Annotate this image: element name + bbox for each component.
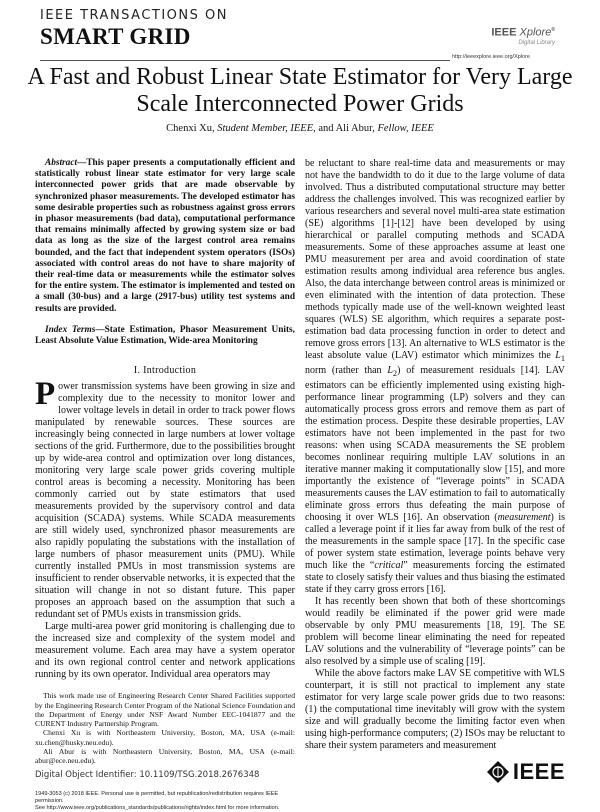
abstract-text: —This paper presents a computationally efficient and statistically robust linear state estimator for very large scale interconnected power grids that are made observable by synchronized phasor measurements. The developed estimator has some desirable properties such as robustness against gross errors in phasor measurements (bad data), computational performance that remains minimally affected by growing system size or bad data as long as the size of the largest control area remains bounded, and the fact that independent system operators (ISOs) associated with control areas do not have to share majority of their real-time data or measurements while the estimator solves for the entire system. The estimator is implemented and tested on a small (30-bus) and a large (2917-bus) utility test systems and results are provided. [35, 158, 295, 314]
right-column [305, 158, 565, 784]
ieee-diamond-icon [487, 761, 509, 783]
l2-sub: 2 [392, 369, 398, 378]
p2-cont-text: be reluctant to share real-time data and measurements or may not have the bandwidth to do it due to the large volume of data involved. Thus a distributed computational structure may better address the challenges involved. This was recognized earlier by various researchers and several novel multi-area state estimation (SE) algorithms [1]-[12] have been developed by using hierarchical or parallel computing methods and SCADA measurements. Some of these approaches assume at least one PMU measurement per area and avoid coordination of state estimation results among individual area reference bus angles. Also, the data interchange between control areas is minimized or even eliminated with the intention of data protection. These methods typically made use of the well-known weighted least squares (WLS) SE algorithm, which requires a separate post-estimation bad data processing function in order to detect and remove gross errors [13]. An alternative to WLS estimator is the least absolute value (LAV) estimator which minimizes the [305, 158, 565, 361]
ieee-wordmark: IEEE [512, 759, 565, 784]
author-2-role: Fellow, IEEE [377, 123, 434, 134]
index-terms [35, 325, 295, 347]
index-terms-label: Index Terms [45, 324, 96, 335]
left-column [35, 158, 295, 812]
author-1-role: Student Member, IEEE [217, 123, 314, 134]
body-columns [35, 158, 565, 812]
p2-cont2-text: ) of measurement residuals [14]. LAV estimators can be efficiently implemented using existing high-performance linear programming (LP) solvers and they can automatically process gross errors and remove them as part of the estimation process. Despite these desirable properties, LAV estimators have not been implemented in the past for two reasons: when using SCADA measurements the SE problem becomes nonlinear requiring multiple LAV solutions in an iterative manner making it computationally slow [15], and more importantly the existence of “leverage points” in SCADA measurements causes the LAV estimation to fail to automatically eliminate gross errors thus defeating the main purpose of choosing it over WLS [16]. An observation ( [305, 365, 565, 523]
footnote-author-2: Ali Abur is with Northeastern University, Boston, MA, USA (e-mail: abur@ece.neu.edu). [35, 747, 295, 766]
p2-cont3-text: ) is called a leverage point if it lies far away from bulk of the rest of the measurements in the sample space [17]. In the specific case of power system state estimation, leverage points behave very much like the “ [305, 512, 565, 571]
critical-italic: critical [374, 560, 404, 571]
intro-paragraph-1 [35, 376, 295, 621]
author-line [20, 122, 580, 135]
norm-text: norm (rather than [305, 365, 388, 376]
copyright-notice [35, 791, 295, 812]
footnote-author-1: Chenxi Xu is with Northeastern University, Boston, MA, USA (e-mail: xu.chen@husky.neu.edu). [35, 728, 295, 747]
l1-sub: 1 [560, 354, 565, 363]
footnotes [35, 691, 295, 765]
intro-paragraph-2: Large multi-area power grid monitoring is challenging due to the increased size and complexity of the system model and measurement volume. Each area may have a system operator and its own regional control center and network applications running by its own operator. Individual area operators may [35, 621, 295, 681]
abstract [35, 158, 295, 315]
l2-symbol: L [387, 365, 393, 376]
intro-paragraph-4: While the above factors make LAV SE competitive with WLS counterpart, it is still not practical to implement any state estimator for very large scale power grids due to two reasons: (1) the computational time inevitably will grow with the system size and will gradually become the limiting factor even when using high-performance computers; (2) ISOs may be reluctant to share their system parameters and measurement [305, 668, 565, 751]
section-heading-introduction: I. Introduction [133, 365, 197, 377]
journal-name-line1: IEEE TRANSACTIONS ON [40, 8, 228, 23]
ieee-xplore-logo: IEEE Xplore® Digital Library [455, 24, 555, 47]
author-1: Chenxi Xu, [166, 123, 215, 134]
l1-symbol: L [555, 350, 561, 361]
xplore-brand: IEEE [491, 26, 517, 39]
p2-cont4-text: ” measurements forcing the estimated state to closely satisfy their values and thus biasing the estimated state if they carry gross errors [16]. [305, 560, 565, 595]
doi: Digital Object Identifier: 10.1109/TSG.2018.2676348 [35, 769, 260, 780]
copyright-line-2: See http://www.ieee.org/publications_standards/publications/rights/index.html for more information. [35, 804, 280, 811]
copyright-line-1: 1949-3053 (c) 2018 IEEE. Personal use is permitted, but republication/redistribution requires IEEE permission. [35, 790, 279, 804]
paper-title: A Fast and Robust Linear State Estimator for Very Large Scale Interconnected Power Grids [27, 64, 573, 117]
journal-name-line2: SMART GRID [40, 24, 191, 49]
intro-p1-text: ower transmission systems have been growing in size and complexity due to the necessity to monitor lower and lower voltage levels in detail in order to track power flows manipulated by renewable sources. These sources are increasingly being connected in large numbers at lower voltage sections of the grid. Furthermore, due to the possibilities brought up by wide-area control and optimization over long distances, monitoring very large scale power grids covering multiple control areas is becoming a necessity. Monitoring has been commonly carried out by state estimators that used measurements provided by the supervisory control and data acquisition (SCADA) systems. While SCADA measurements are still widely used, synchronized phasor measurements are also rapidly populating the substations with the installation of large numbers of phasor measurement units (PMU). While currently installed PMUs in most transmission systems are insufficient to render observable networks, it is expected that the situation will change in not so distant future. This paper proposes an approach based on the assumption that such a redundant set of PMUs exists in transmission grids. [35, 381, 295, 621]
ieee-logo [305, 760, 565, 784]
index-terms-text: —State Estimation, Phasor Measurement Units, Least Absolute Value Estimation, Wide-area Monitoring [35, 324, 295, 347]
xplore-subtitle: Digital Library [518, 39, 555, 46]
author-and: , and Ali Abur, [313, 123, 375, 134]
footnote-funding: This work made use of Engineering Research Center Shared Facilities supported by the Engineering Research Center Program of the National Science Foundation and the Department of Energy under NSF Award Number EEC-1041877 and the CURENT Industry Partnership Program. [35, 691, 296, 729]
header-rule [40, 60, 450, 61]
drop-cap: P [35, 376, 56, 413]
intro-paragraph-2-continued [305, 158, 565, 596]
intro-paragraph-3: It has recently been shown that both of these shortcomings would readily be eliminated if the power grid were made observable by only PMU measurements [18, 19]. The SE problem will become linear eliminating the need for repeated LAV solutions and the vulnerability of “leverage points” can be also resolved by a simple use of scaling [19]. [305, 596, 565, 667]
measurement-italic: measurement [497, 512, 551, 523]
abstract-label: Abstract [45, 158, 78, 168]
xplore-url[interactable]: http://ieeexplore.ieee.org/Xplore [452, 54, 530, 60]
xplore-italic: Xplore [519, 26, 552, 39]
